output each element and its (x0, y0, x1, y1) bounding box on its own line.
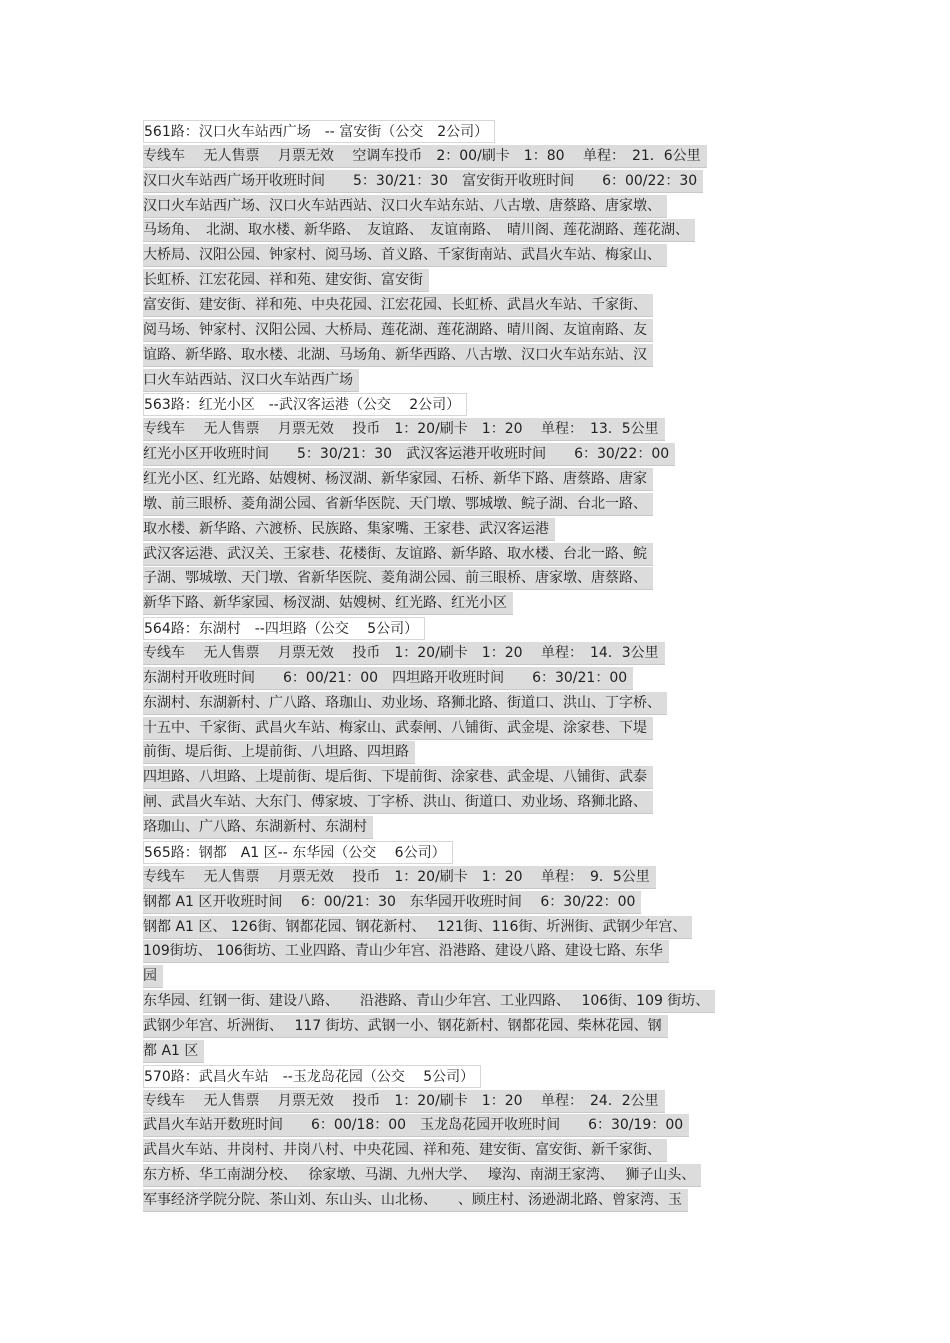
text-line: 钢都 A1 区、 126街、钢都花园、钢花新村、 121街、116街、圻洲街、武钢少年宫、 (143, 916, 692, 939)
text-line: 新华下路、新华家园、杨汊湖、姑嫂树、红光路、红光小区 (143, 592, 513, 615)
text-line: 专线车 无人售票 月票无效 投币 1：20/刷卡 1：20 单程： 13．5公里 (143, 418, 665, 441)
route-title: 570路：武昌火车站 --玉龙岛花园（公交 5公司） (143, 1065, 481, 1088)
text-line: 红光小区开收班时间 5：30/21：30 武汉客运港开收班时间 6：30/22：00 (143, 443, 675, 466)
route-title: 565路：钢都 A1 区-- 东华园（公交 6公司） (143, 841, 453, 864)
route-title: 561路：汉口火车站西广场 -- 富安街（公交 2公司） (143, 120, 495, 143)
text-line: 前街、堤后街、上堤前街、八坦路、四坦路 (143, 741, 415, 764)
text-line: 子湖、鄂城墩、天门墩、省新华医院、菱角湖公园、前三眼桥、唐家墩、唐蔡路、 (143, 567, 653, 590)
text-line: 谊路、新华路、取水楼、北湖、马场角、新华西路、八古墩、汉口火车站东站、汉 (143, 344, 653, 367)
text-line: 都 A1 区 (143, 1040, 204, 1063)
text-line: 武昌火车站开数班时间 6：00/18：00 玉龙岛花园开收班时间 6：30/19：00 (143, 1114, 689, 1137)
text-line: 东方桥、华工南湖分校、 徐家墩、马湖、九州大学、 壕沟、南湖王家湾、 狮子山头、 (143, 1164, 701, 1187)
text-line: 阅马场、钟家村、汉阳公园、大桥局、莲花湖、莲花湖路、晴川阁、友谊南路、友 (143, 319, 653, 342)
text-line: 闸、武昌火车站、大东门、傅家坡、丁字桥、洪山、街道口、劝业场、珞狮北路、 (143, 791, 653, 814)
route-title: 563路：红光小区 --武汉客运港（公交 2公司） (143, 393, 467, 416)
text-line: 钢都 A1 区开收班时间 6：00/21：30 东华园开收班时间 6：30/22：00 (143, 891, 641, 914)
bus-route-text (143, 120, 808, 1214)
text-line: 汉口火车站西广场、汉口火车站西站、汉口火车站东站、八古墩、唐蔡路、唐家墩、 (143, 195, 667, 218)
text-line: 红光小区、红光路、姑嫂树、杨汊湖、新华家园、石桥、新华下路、唐蔡路、唐家 (143, 468, 653, 491)
text-line: 墩、前三眼桥、菱角湖公园、省新华医院、天门墩、鄂城墩、鲩子湖、台北一路、 (143, 493, 653, 516)
text-line: 109街坊、 106街坊、工业四路、青山少年宫、沿港路、建设八路、建设七路、东华 (143, 940, 669, 963)
text-line: 专线车 无人售票 月票无效 投币 1：20/刷卡 1：20 单程： 14．3公里 (143, 642, 665, 665)
text-line: 东湖村、东湖新村、广八路、珞珈山、劝业场、珞狮北路、街道口、洪山、丁字桥、 (143, 692, 667, 715)
text-line: 马场角、 北湖、取水楼、新华路、 友谊路、 友谊南路、 晴川阁、莲花湖路、莲花湖、 (143, 219, 695, 242)
text-line: 武汉客运港、武汉关、王家巷、花楼街、友谊路、新华路、取水楼、台北一路、鲩 (143, 543, 653, 566)
route-title: 564路：东湖村 --四坦路（公交 5公司） (143, 617, 425, 640)
text-line: 取水楼、新华路、六渡桥、民族路、集家嘴、王家巷、武汉客运港 (143, 518, 555, 541)
text-line: 专线车 无人售票 月票无效 投币 1：20/刷卡 1：20 单程： 24．2公里 (143, 1090, 665, 1113)
text-line: 东湖村开收班时间 6：00/21：00 四坦路开收班时间 6：30/21：00 (143, 667, 633, 690)
text-line: 汉口火车站西广场开收班时间 5：30/21：30 富安街开收班时间 6：00/22：30 (143, 170, 703, 193)
text-line: 东华园、红钢一街、建设八路、 沿港路、青山少年宫、工业四路、 106街、109 街坊、 (143, 990, 715, 1013)
text-line: 十五中、千家街、武昌火车站、梅家山、武泰闸、八铺街、武金堤、涂家巷、下堤 (143, 717, 653, 740)
text-line: 长虹桥、江宏花园、祥和苑、建安街、富安街 (143, 269, 429, 292)
text-line: 专线车 无人售票 月票无效 投币 1：20/刷卡 1：20 单程： 9．5公里 (143, 866, 656, 889)
text-line: 珞珈山、广八路、东湖新村、东湖村 (143, 816, 373, 839)
text-line: 口火车站西站、汉口火车站西广场 (143, 369, 359, 392)
text-line: 武钢少年宫、圻洲街、 117 街坊、武钢一小、钢花新村、钢都花园、柴林花园、钢 (143, 1015, 668, 1038)
text-line: 军事经济学院分院、茶山刘、东山头、山北杨、 、顾庄村、汤逊湖北路、曾家湾、玉 (143, 1189, 688, 1212)
text-line: 专线车 无人售票 月票无效 空调车投币 2：00/刷卡 1：80 单程： 21．6公里 (143, 145, 707, 168)
text-line: 四坦路、八坦路、上堤前街、堤后街、下堤前街、涂家巷、武金堤、八铺街、武泰 (143, 766, 653, 789)
text-line: 武昌火车站、井岗村、井岗八村、中央花园、祥和苑、建安街、富安街、新千家街、 (143, 1139, 667, 1162)
text-line: 大桥局、汉阳公园、钟家村、阅马场、首义路、千家街南站、武昌火车站、梅家山、 (143, 244, 667, 267)
text-line: 园 (143, 965, 163, 988)
text-line: 富安街、建安街、祥和苑、中央花园、江宏花园、长虹桥、武昌火车站、千家街、 (143, 294, 653, 317)
